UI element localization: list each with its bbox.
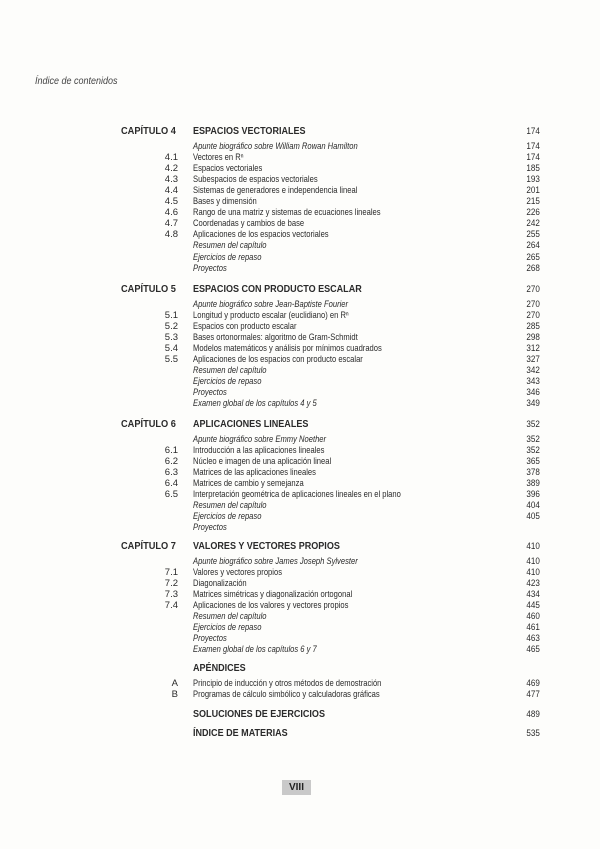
entry-title: Proyectos xyxy=(193,262,227,274)
section-title: ESPACIOS VECTORIALES xyxy=(193,125,306,137)
page-number: 410 xyxy=(526,541,540,552)
page-number: 445 xyxy=(526,600,540,612)
entry-title: Ejercicios de repaso xyxy=(193,511,262,523)
page-number: 352 xyxy=(526,434,540,445)
entry-number: 5.3 xyxy=(164,332,178,344)
chapter-label: CAPÍTULO 4 xyxy=(121,125,176,137)
page-number: 378 xyxy=(526,467,540,479)
entry-title: Rango de una matriz y sistemas de ecuaciones lineales xyxy=(193,207,381,219)
page-number: 343 xyxy=(526,376,540,388)
entry-title: Proyectos xyxy=(193,633,227,645)
toc-entry[interactable] xyxy=(0,689,600,701)
entry-title: Examen global de los capítulos 4 y 5 xyxy=(193,398,317,410)
entry-number: 6.5 xyxy=(164,489,178,501)
page-number: 349 xyxy=(526,398,540,410)
toc-entry[interactable] xyxy=(0,644,600,656)
entry-title: Matrices de las aplicaciones lineales xyxy=(193,467,316,479)
page-number: 185 xyxy=(526,163,540,175)
entry-number: 6.3 xyxy=(164,467,178,479)
page-number: 285 xyxy=(526,321,540,333)
page-number: 327 xyxy=(526,354,540,366)
entry-title: Apunte biográfico sobre Jean-Baptiste Fourier xyxy=(193,299,349,310)
page-number: 389 xyxy=(526,478,540,490)
entry-number: 5.5 xyxy=(164,354,178,366)
entry-title: Diagonalización xyxy=(193,578,247,590)
page-number: 489 xyxy=(526,709,540,720)
entry-number: 4.5 xyxy=(164,196,178,208)
entry-title: Resumen del capítulo xyxy=(193,500,267,512)
entry-number: 4.2 xyxy=(164,163,178,175)
page-number: 264 xyxy=(526,240,540,252)
entry-number: 5.4 xyxy=(164,343,178,355)
toc-entry[interactable] xyxy=(0,522,600,534)
entry-title: Aplicaciones de los espacios vectoriales xyxy=(193,229,329,241)
section-title: VALORES Y VECTORES PROPIOS xyxy=(193,540,340,552)
entry-title: Bases y dimensión xyxy=(193,196,257,208)
page-number: 270 xyxy=(526,310,540,322)
page-number: 461 xyxy=(526,622,540,634)
entry-number: 4.6 xyxy=(164,207,178,219)
entry-title: Principio de inducción y otros métodos de demostración xyxy=(193,678,382,689)
entry-title: Aplicaciones de los valores y vectores propios xyxy=(193,600,349,612)
page-number: 352 xyxy=(526,445,540,457)
page-number: 469 xyxy=(526,678,540,689)
section-heading[interactable] xyxy=(0,663,600,675)
entry-number: 6.2 xyxy=(164,456,178,468)
entry-number: 5.1 xyxy=(164,310,178,322)
entry-number: 5.2 xyxy=(164,321,178,333)
entry-title: Programas de cálculo simbólico y calculadoras gráficas xyxy=(193,689,380,701)
section-heading[interactable] xyxy=(0,709,600,721)
page-number: 226 xyxy=(526,207,540,219)
entry-number: 4.8 xyxy=(164,229,178,241)
entry-title: Interpretación geométrica de aplicaciones lineales en el plano xyxy=(193,489,401,501)
entry-title: Aplicaciones de los espacios con producto escalar xyxy=(193,354,363,366)
page-number: 460 xyxy=(526,611,540,623)
entry-title: Coordenadas y cambios de base xyxy=(193,218,305,230)
entry-title: Vectores en Rⁿ xyxy=(193,152,244,164)
entry-title: Subespacios de espacios vectoriales xyxy=(193,174,318,186)
entry-title: Espacios con producto escalar xyxy=(193,321,297,333)
entry-number: A xyxy=(171,678,178,689)
page-number: 423 xyxy=(526,578,540,590)
toc-entry[interactable] xyxy=(0,398,600,410)
page-number: 365 xyxy=(526,456,540,468)
section-heading[interactable] xyxy=(0,284,600,296)
entry-number: 7.4 xyxy=(164,600,178,612)
page-number: 346 xyxy=(526,387,540,399)
page-number: 342 xyxy=(526,365,540,377)
section-title: APLICACIONES LINEALES xyxy=(193,418,309,430)
entry-title: Apunte biográfico sobre James Joseph Sylvester xyxy=(193,556,358,567)
page-number: 352 xyxy=(526,419,540,430)
entry-title: Proyectos xyxy=(193,387,227,399)
page-number: 405 xyxy=(526,511,540,523)
section-heading[interactable] xyxy=(0,728,600,740)
entry-title: Proyectos xyxy=(193,522,227,534)
entry-title: Resumen del capítulo xyxy=(193,240,267,252)
toc-entry[interactable] xyxy=(0,263,600,275)
page-number: 434 xyxy=(526,589,540,601)
entry-number: B xyxy=(171,689,178,701)
entry-title: Apunte biográfico sobre Emmy Noether xyxy=(193,434,327,445)
entry-title: Resumen del capítulo xyxy=(193,365,267,377)
section-title: ÍNDICE DE MATERIAS xyxy=(193,727,288,739)
entry-number: 4.4 xyxy=(164,185,178,197)
page-number: 174 xyxy=(526,126,540,137)
entry-title: Ejercicios de repaso xyxy=(193,622,262,634)
entry-title: Bases ortonormales: algoritmo de Gram-Schmidt xyxy=(193,332,358,344)
page-number: 312 xyxy=(526,343,540,355)
page-number: 298 xyxy=(526,332,540,344)
entry-title: Examen global de los capítulos 6 y 7 xyxy=(193,644,317,656)
entry-title: Núcleo e imagen de una aplicación lineal xyxy=(193,456,332,468)
page-number: 255 xyxy=(526,229,540,241)
page-number: 410 xyxy=(526,556,540,567)
section-title: ESPACIOS CON PRODUCTO ESCALAR xyxy=(193,283,362,295)
entry-title: Longitud y producto escalar (euclidiano) en Rⁿ xyxy=(193,310,349,322)
entry-title: Matrices simétricas y diagonalización ortogonal xyxy=(193,589,353,601)
page-number: 410 xyxy=(526,567,540,579)
page-number: 396 xyxy=(526,489,540,501)
entry-number: 4.7 xyxy=(164,218,178,230)
section-heading[interactable] xyxy=(0,419,600,431)
chapter-label: CAPÍTULO 6 xyxy=(121,418,176,430)
entry-title: Espacios vectoriales xyxy=(193,163,263,175)
entry-title: Introducción a las aplicaciones lineales xyxy=(193,445,325,457)
page-number: 270 xyxy=(526,284,540,295)
entry-number: 6.4 xyxy=(164,478,178,490)
entry-number: 4.3 xyxy=(164,174,178,186)
page-number: 174 xyxy=(526,141,540,152)
entry-title: Ejercicios de repaso xyxy=(193,251,262,263)
page-number: 193 xyxy=(526,174,540,186)
entry-title: Matrices de cambio y semejanza xyxy=(193,478,304,490)
page-number: 215 xyxy=(526,196,540,208)
running-head: Índice de contenidos xyxy=(35,76,118,87)
entry-title: Resumen del capítulo xyxy=(193,611,267,623)
page-number: 242 xyxy=(526,218,540,230)
entry-title: Apunte biográfico sobre William Rowan Hamilton xyxy=(193,141,358,152)
entry-number: 7.3 xyxy=(164,589,178,601)
section-title: SOLUCIONES DE EJERCICIOS xyxy=(193,708,325,720)
entry-title: Valores y vectores propios xyxy=(193,567,282,579)
entry-title: Modelos matemáticos y análisis por mínimos cuadrados xyxy=(193,343,382,355)
page-number: 268 xyxy=(526,262,540,274)
page-number: 477 xyxy=(526,689,540,701)
entry-title: Ejercicios de repaso xyxy=(193,376,262,388)
entry-number: 4.1 xyxy=(164,152,178,164)
section-heading[interactable] xyxy=(0,126,600,138)
section-title: APÉNDICES xyxy=(193,662,246,674)
entry-title: Sistemas de generadores e independencia lineal xyxy=(193,185,358,197)
chapter-label: CAPÍTULO 5 xyxy=(121,283,176,295)
page-number: 404 xyxy=(526,500,540,512)
page-number: 465 xyxy=(526,644,540,656)
chapter-label: CAPÍTULO 7 xyxy=(121,540,176,552)
page-number: VIII xyxy=(282,780,311,795)
page-number: 201 xyxy=(526,185,540,197)
page-number: 463 xyxy=(526,633,540,645)
entry-number: 6.1 xyxy=(164,445,178,457)
page-number: 270 xyxy=(526,299,540,310)
section-heading[interactable] xyxy=(0,541,600,553)
page-number: 265 xyxy=(526,251,540,263)
page-number: 535 xyxy=(526,728,540,739)
entry-number: 7.2 xyxy=(164,578,178,590)
entry-number: 7.1 xyxy=(164,567,178,579)
page-number: 174 xyxy=(526,152,540,164)
